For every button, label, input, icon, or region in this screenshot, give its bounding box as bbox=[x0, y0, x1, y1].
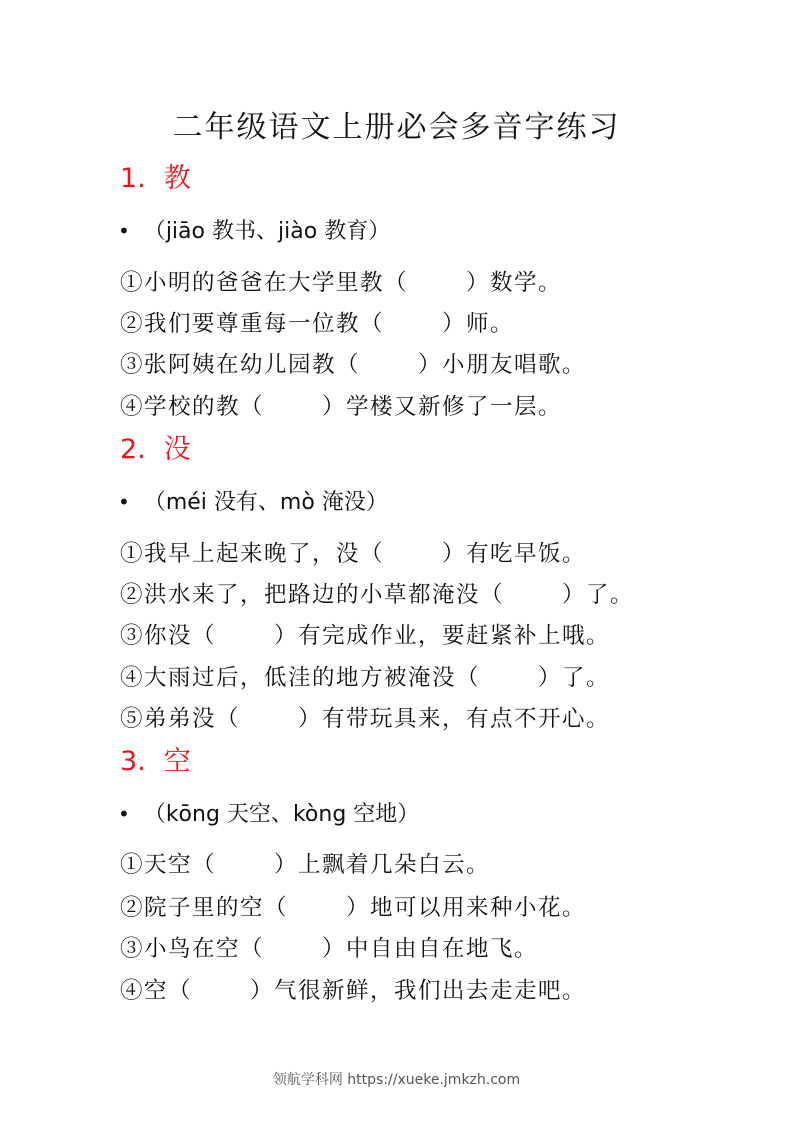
pinyin-reading-2: kòng bbox=[292, 802, 347, 827]
example-word-1: 教书 bbox=[211, 219, 256, 244]
section-character: 教 bbox=[163, 163, 191, 194]
pinyin-line-3 bbox=[118, 797, 419, 832]
sentence-before: ④大雨过后，低洼的地方被淹没（ bbox=[120, 665, 481, 691]
example-word-2: 淹没 bbox=[321, 490, 366, 515]
footer-watermark: 领航学科网 https://xueke.jmkzh.com bbox=[272, 1072, 521, 1088]
sentence-before: ③张阿姨在幼儿园教（ bbox=[120, 352, 361, 378]
example-word-2: 教育 bbox=[324, 219, 369, 244]
exercise-sentence bbox=[120, 578, 634, 612]
bullet-icon: • bbox=[118, 490, 130, 514]
sentence-before: ③你没（ bbox=[120, 623, 217, 649]
section-number: 3. bbox=[120, 746, 146, 777]
sentence-before: ①我早上起来晚了，没（ bbox=[120, 541, 385, 567]
sentence-after: ）小朋友唱歌。 bbox=[418, 352, 587, 378]
example-word-1: 天空 bbox=[226, 802, 271, 827]
bullet-icon: • bbox=[118, 802, 130, 826]
sentence-before: ①天空（ bbox=[120, 852, 217, 878]
paren-open: （ bbox=[143, 490, 166, 515]
sentence-before: ②我们要尊重每一位教（ bbox=[120, 311, 385, 337]
sentence-after: ）了。 bbox=[562, 582, 635, 608]
exercise-sentence bbox=[120, 702, 610, 736]
section-heading-2 bbox=[120, 430, 191, 470]
example-word-1: 没有 bbox=[213, 490, 258, 515]
exercise-sentence bbox=[120, 848, 490, 882]
sentence-before: ④空（ bbox=[120, 978, 193, 1004]
sentence-before: ④学校的教（ bbox=[120, 394, 265, 420]
sentence-after: ）地可以用来种小花。 bbox=[346, 895, 587, 921]
exercise-sentence bbox=[120, 891, 586, 925]
paren-close: ） bbox=[365, 490, 388, 515]
sentence-after: ）中自由自在地飞。 bbox=[322, 936, 539, 962]
page-title: 二年级语文上册必会多音字练习 bbox=[172, 110, 621, 145]
pinyin-reading-1: kōng bbox=[165, 802, 220, 827]
sentence-before: ①小明的爸爸在大学里教（ bbox=[120, 270, 409, 296]
paren-close: ） bbox=[368, 219, 391, 244]
section-character: 没 bbox=[163, 434, 191, 465]
sentence-after: ）了。 bbox=[538, 665, 611, 691]
separator: 、 bbox=[257, 490, 280, 515]
exercise-sentence bbox=[120, 619, 610, 653]
example-word-2: 空地 bbox=[353, 802, 398, 827]
exercise-sentence bbox=[120, 348, 586, 382]
sentence-after: ）有带玩具来，有点不开心。 bbox=[298, 706, 611, 732]
sentence-before: ②洪水来了，把路边的小草都淹没（ bbox=[120, 582, 505, 608]
pinyin-reading-2: jiào bbox=[278, 219, 318, 244]
sentence-after: ）学楼又新修了一层。 bbox=[322, 394, 563, 420]
exercise-sentence bbox=[120, 932, 538, 966]
pinyin-line-1 bbox=[118, 214, 390, 249]
exercise-sentence bbox=[120, 661, 610, 695]
exercise-sentence bbox=[120, 537, 586, 571]
paren-open: （ bbox=[143, 802, 166, 827]
sentence-before: ③小鸟在空（ bbox=[120, 936, 265, 962]
sentence-after: ）气很新鲜，我们出去走走吧。 bbox=[250, 978, 587, 1004]
separator: 、 bbox=[256, 219, 279, 244]
sentence-after: ）数学。 bbox=[466, 270, 563, 296]
sentence-after: ）有完成作业，要赶紧补上哦。 bbox=[274, 623, 611, 649]
exercise-sentence bbox=[120, 307, 514, 341]
sentence-before: ⑤弟弟没（ bbox=[120, 706, 241, 732]
pinyin-line-2 bbox=[118, 485, 388, 520]
pinyin-reading-1: jiāo bbox=[165, 219, 205, 244]
pinyin-reading-2: mò bbox=[279, 490, 315, 515]
sentence-after: ）上飘着几朵白云。 bbox=[274, 852, 491, 878]
separator: 、 bbox=[270, 802, 293, 827]
exercise-sentence bbox=[120, 266, 562, 300]
section-heading-3 bbox=[120, 742, 191, 782]
section-character: 空 bbox=[163, 746, 191, 777]
sentence-before: ②院子里的空（ bbox=[120, 895, 289, 921]
paren-close: ） bbox=[397, 802, 420, 827]
sentence-after: ）师。 bbox=[442, 311, 515, 337]
section-number: 2. bbox=[120, 434, 146, 465]
section-number: 1. bbox=[120, 163, 146, 194]
section-heading-1 bbox=[120, 159, 191, 199]
exercise-sentence bbox=[120, 974, 586, 1008]
exercise-sentence bbox=[120, 390, 562, 424]
pinyin-reading-1: méi bbox=[165, 490, 207, 515]
paren-open: （ bbox=[143, 219, 166, 244]
bullet-icon: • bbox=[118, 219, 130, 243]
sentence-after: ）有吃早饭。 bbox=[442, 541, 587, 567]
